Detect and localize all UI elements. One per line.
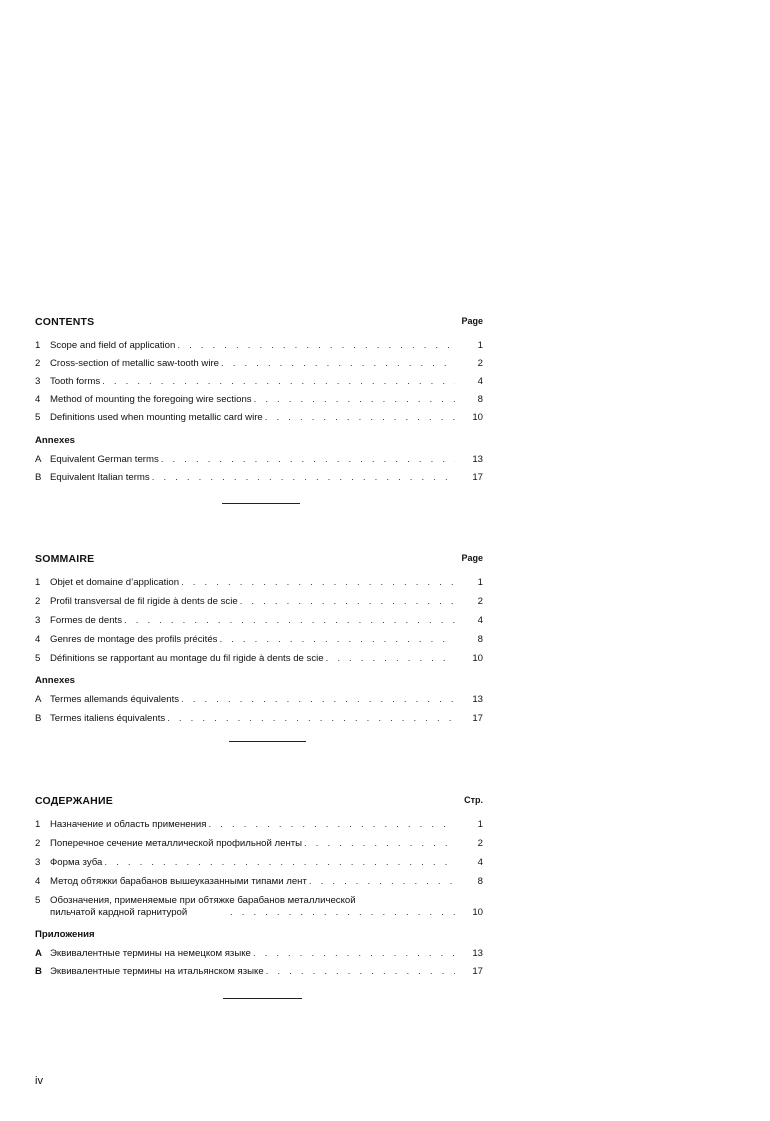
- soderzhanie-section: [35, 795, 483, 978]
- annex-title: Эквивалентные термины на итальянском языке: [50, 966, 264, 977]
- annex-title: Equivalent German terms: [50, 454, 159, 465]
- entry-number: 5: [35, 412, 41, 423]
- entry-page: 4: [477, 857, 483, 868]
- entry-number: 4: [35, 876, 41, 887]
- toc-entry[interactable]: [35, 819, 483, 831]
- annex-letter: B: [35, 472, 42, 483]
- dot-leader: [254, 394, 455, 406]
- dot-leader: [167, 713, 455, 725]
- toc-entry[interactable]: [35, 857, 483, 869]
- entry-number: 1: [35, 577, 41, 588]
- toc-entry[interactable]: [35, 634, 483, 646]
- entry-number: 3: [35, 857, 41, 868]
- entry-number: 1: [35, 819, 41, 830]
- entry-title: Tooth forms: [50, 376, 101, 387]
- sommaire-section: [35, 553, 483, 725]
- toc-entry[interactable]: [35, 596, 483, 608]
- entry-title: Formes de dents: [50, 615, 122, 626]
- soderzhanie-list: [35, 819, 483, 919]
- entry-number: 5: [35, 895, 41, 906]
- annex-letter: A: [35, 454, 42, 465]
- entry-title: Genres de montage des profils précités: [50, 634, 218, 645]
- entry-title: Definitions used when mounting metallic card wire: [50, 412, 263, 423]
- page-number: iv: [35, 1075, 43, 1087]
- dot-leader: [230, 907, 455, 919]
- toc-entry[interactable]: [35, 615, 483, 627]
- entry-page: 4: [477, 615, 483, 626]
- entry-page: 2: [477, 358, 483, 369]
- toc-entry[interactable]: [35, 838, 483, 850]
- dot-leader: [161, 454, 455, 466]
- section-divider: [222, 503, 300, 504]
- entry-number: 4: [35, 634, 41, 645]
- dot-leader: [219, 634, 455, 646]
- entry-page: 4: [477, 376, 483, 387]
- dot-leader: [309, 876, 455, 888]
- dot-leader: [265, 412, 455, 424]
- entry-title: Назначение и область применения: [50, 819, 207, 830]
- contents-title: CONTENTS: [35, 316, 95, 328]
- dot-leader: [221, 358, 455, 370]
- entry-number: 4: [35, 394, 41, 405]
- toc-entry[interactable]: [35, 577, 483, 589]
- annex-entry[interactable]: [35, 966, 483, 978]
- entry-page: 1: [477, 819, 483, 830]
- annex-entry[interactable]: [35, 454, 483, 466]
- entry-title: Method of mounting the foregoing wire sections: [50, 394, 252, 405]
- dot-leader: [266, 966, 455, 978]
- dot-leader: [152, 472, 455, 484]
- toc-entry[interactable]: [35, 394, 483, 406]
- annex-title: Эквивалентные термины на немецком языке: [50, 948, 251, 959]
- annex-title: Termes italiens équivalents: [50, 713, 166, 724]
- dot-leader: [181, 694, 455, 706]
- annex-title: Termes allemands équivalents: [50, 694, 180, 705]
- toc-entry[interactable]: [35, 376, 483, 388]
- entry-title: Cross-section of metallic saw-tooth wire: [50, 358, 220, 369]
- entry-title: Обозначения, применяемые при обтяжке барабанов металлической пильчатой кардной гарнитурой: [50, 895, 356, 918]
- dot-leader: [104, 857, 455, 869]
- dot-leader: [102, 376, 455, 388]
- entry-number: 2: [35, 596, 41, 607]
- section-divider: [229, 741, 306, 742]
- dot-leader: [304, 838, 455, 850]
- entry-page: 10: [472, 412, 483, 423]
- soderzhanie-title: СОДЕРЖАНИЕ: [35, 795, 113, 807]
- entry-title: Поперечное сечение металлической профильной ленты: [50, 838, 303, 849]
- annexes-heading: Annexes: [35, 435, 75, 446]
- annex-page: 17: [472, 472, 483, 483]
- entry-number: 3: [35, 615, 41, 626]
- toc-entry[interactable]: [35, 895, 483, 919]
- annex-page: 13: [472, 948, 483, 959]
- toc-entry[interactable]: [35, 653, 483, 665]
- toc-entry[interactable]: [35, 876, 483, 888]
- contents-section: [35, 316, 483, 484]
- sommaire-page-label: Page: [461, 553, 483, 563]
- annexes-list: [35, 948, 483, 978]
- annex-page: 13: [472, 694, 483, 705]
- entry-page: 2: [477, 596, 483, 607]
- annex-entry[interactable]: [35, 694, 483, 706]
- entry-number: 5: [35, 653, 41, 664]
- annex-page: 17: [472, 966, 483, 977]
- entry-page: 10: [472, 907, 483, 918]
- toc-entry[interactable]: [35, 412, 483, 424]
- annexes-list: [35, 694, 483, 725]
- entry-title: Метод обтяжки барабанов вышеуказанными типами лент: [50, 876, 307, 887]
- entry-page: 1: [477, 577, 483, 588]
- annex-letter: A: [35, 694, 42, 705]
- dot-leader: [124, 615, 455, 627]
- sommaire-list: [35, 577, 483, 665]
- annex-letter: B: [35, 966, 42, 977]
- entry-page: 8: [477, 634, 483, 645]
- entry-title: Définitions se rapportant au montage du fil rigide à dents de scie: [50, 653, 324, 664]
- entry-page: 8: [477, 394, 483, 405]
- annex-letter: B: [35, 713, 42, 724]
- soderzhanie-header: [35, 795, 483, 811]
- sommaire-header: [35, 553, 483, 569]
- dot-leader: [240, 596, 455, 608]
- annex-letter: A: [35, 948, 42, 959]
- entry-number: 3: [35, 376, 41, 387]
- entry-page: 8: [477, 876, 483, 887]
- entry-page: 10: [472, 653, 483, 664]
- dot-leader: [181, 577, 455, 589]
- annexes-list: [35, 454, 483, 484]
- entry-page: 1: [477, 340, 483, 351]
- dot-leader: [209, 819, 456, 831]
- toc-entry[interactable]: [35, 340, 483, 352]
- entry-number: 2: [35, 358, 41, 369]
- annexes-heading: Annexes: [35, 675, 75, 686]
- dot-leader: [253, 948, 455, 960]
- dot-leader: [177, 340, 455, 352]
- annex-page: 17: [472, 713, 483, 724]
- section-divider: [223, 998, 302, 999]
- entry-title: Scope and field of application: [50, 340, 176, 351]
- annex-page: 13: [472, 454, 483, 465]
- entry-number: 2: [35, 838, 41, 849]
- annex-entry[interactable]: [35, 472, 483, 484]
- soderzhanie-page-label: Стр.: [464, 795, 483, 805]
- entry-title: Profil transversal de fil rigide à dents de scie: [50, 596, 238, 607]
- entry-title: Objet et domaine d’application: [50, 577, 180, 588]
- entry-page: 2: [477, 838, 483, 849]
- annex-entry[interactable]: [35, 948, 483, 960]
- annex-entry[interactable]: [35, 713, 483, 725]
- contents-page-label: Page: [461, 316, 483, 326]
- contents-header: [35, 316, 483, 332]
- entry-number: 1: [35, 340, 41, 351]
- contents-list: [35, 340, 483, 424]
- annex-title: Equivalent Italian terms: [50, 472, 150, 483]
- dot-leader: [326, 653, 455, 665]
- annexes-heading: Приложения: [35, 929, 95, 940]
- sommaire-title: SOMMAIRE: [35, 553, 95, 565]
- entry-title: Форма зуба: [50, 857, 103, 868]
- toc-entry[interactable]: [35, 358, 483, 370]
